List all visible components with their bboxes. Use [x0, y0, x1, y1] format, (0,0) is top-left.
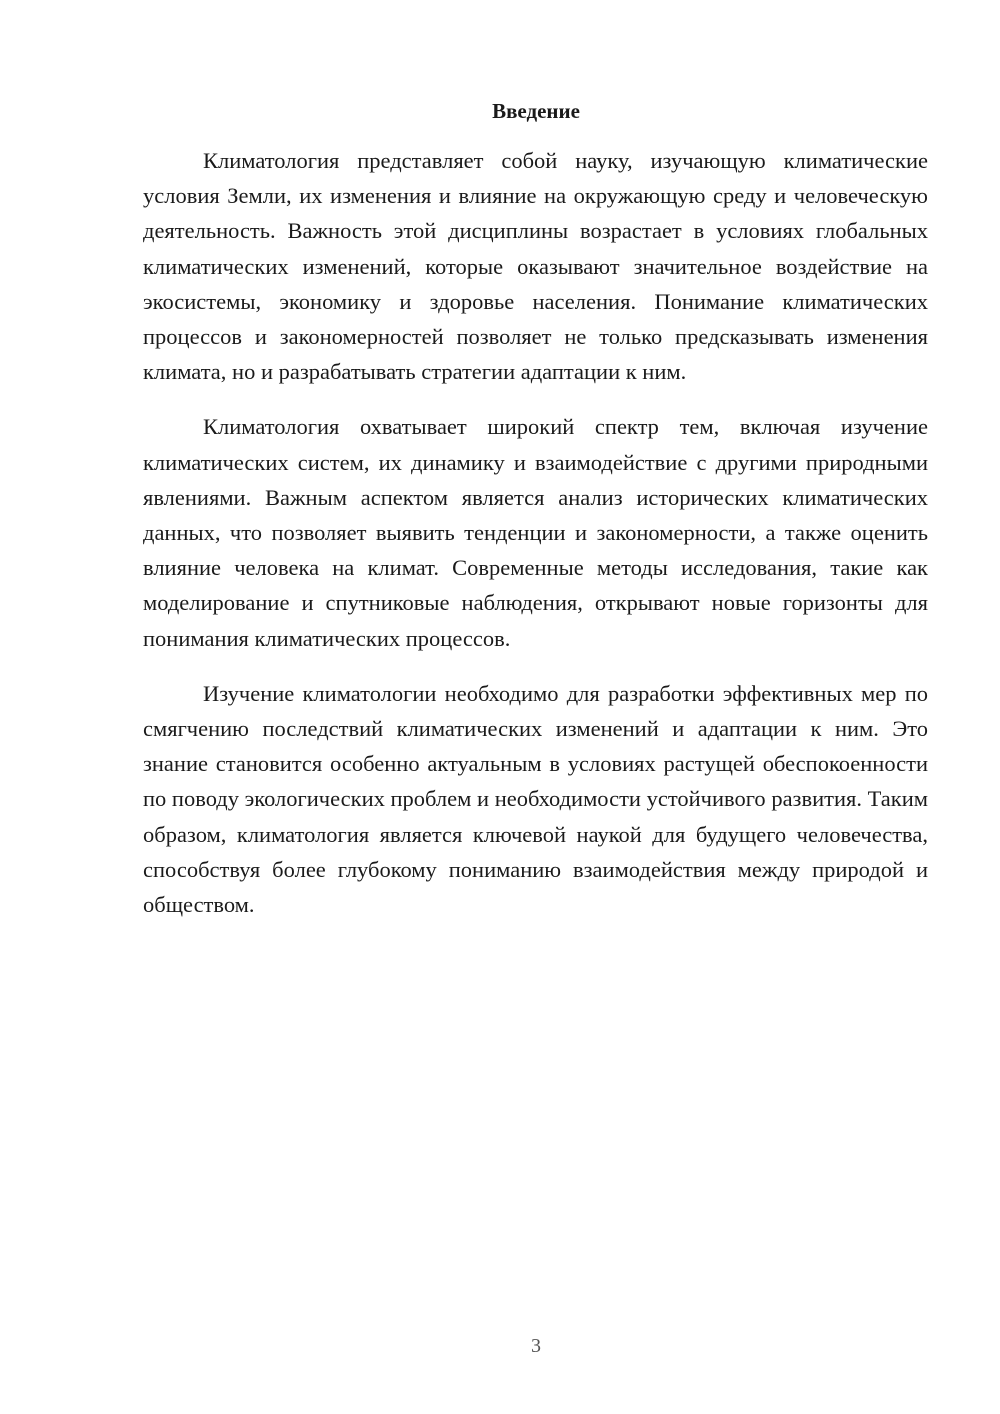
paragraph-3: Изучение климатологии необходимо для разработки эффективных мер по смягчению последствий климатических изменений и адаптации к ним. Это знание становится особенно актуальным в условиях растущей обеспокоенности по поводу экологических проблем и необходимости устойчивого развития. Таким образом, климатология является ключевой наукой для будущего человечества, способствуя более глубокому пониманию взаимодействия между природой и обществом. — [143, 680, 928, 918]
paragraph-1: Климатология представляет собой науку, изучающую климатические условия Земли, их изменения и влияние на окружающую среду и человеческую деятельность. Важность этой дисциплины возрастает в условиях глобальных климатических изменений, которые оказывают значительное воздействие на экосистемы, экономику и здоровье населения. Понимание климатических процессов и закономерностей позволяет не только предсказывать изменения климата, но и разрабатывать стратегии адаптации к ним. — [143, 148, 928, 385]
page-number: 3 — [531, 1335, 541, 1357]
paragraph-2: Климатология охватывает широкий спектр тем, включая изучение климатических систем, их динамику и взаимодействие с другими природными явлениями. Важным аспектом является анализ исторических климатических данных, что позволяет выявить тенденции и закономерности, а также оценить влияние человека на климат. Современные методы исследования, такие как моделирование и спутниковые наблюдения, открывают новые горизонты для понимания климатических процессов. — [143, 414, 928, 651]
section-heading: Введение — [492, 99, 580, 123]
body-text — [143, 143, 928, 942]
